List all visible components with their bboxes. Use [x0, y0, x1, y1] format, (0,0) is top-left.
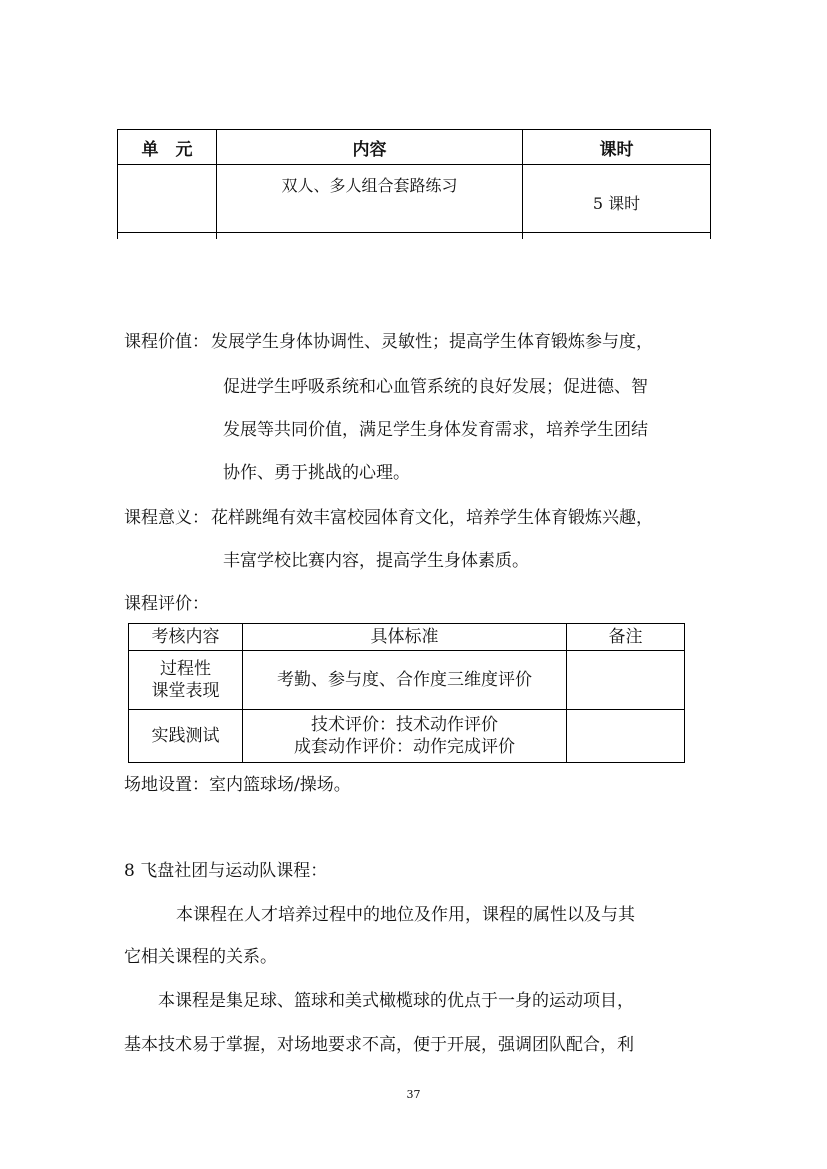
eval-cell-standard	[243, 710, 567, 763]
eval-cell-item	[129, 710, 243, 763]
course-value-line-4: 协作、勇于挑战的心理。	[223, 463, 410, 483]
course-value-label: 课程价值：	[124, 332, 209, 352]
course-value-line-1: 发展学生身体协调性、灵敏性；提高学生体育锻炼参与度，	[211, 332, 653, 352]
section8-para1-line-2: 它相关课程的关系。	[124, 947, 277, 967]
section8-title: 8 飞盘社团与运动队课程：	[124, 861, 328, 881]
eval-standard-line: 考勤、参与度、合作度三维度评价	[277, 670, 532, 690]
unit-header-content: 内容	[217, 130, 523, 165]
eval-cell-standard	[243, 651, 567, 710]
course-value-line-3: 发展等共同价值，满足学生身体发育需求，培养学生团结	[223, 420, 648, 440]
course-meaning-line-2: 丰富学校比赛内容，提高学生身体素质。	[223, 551, 529, 571]
section8-para2-line-1: 本课程是集足球、篮球和美式橄榄球的优点于一身的运动项目，	[158, 991, 634, 1011]
unit-cell-content: 双人、多人组合套路练习	[217, 165, 523, 240]
eval-table	[128, 623, 685, 763]
course-meaning-line-1: 花样跳绳有效丰富校园体育文化，培养学生体育锻炼兴趣，	[211, 508, 653, 528]
eval-item-line: 课堂表现	[151, 681, 220, 701]
eval-table-row	[129, 710, 685, 763]
eval-item-line: 过程性	[160, 659, 211, 679]
section8-para2-line-2: 基本技术易于掌握，对场地要求不高，便于开展，强调团队配合，利	[124, 1035, 634, 1055]
eval-header-note: 备注	[567, 624, 685, 651]
unit-table-bottom-rule	[117, 232, 711, 233]
course-value-line-2: 促进学生呼吸系统和心血管系统的良好发展；促进德、智	[223, 377, 648, 397]
unit-table	[117, 129, 711, 239]
section8-para1-line-1: 本课程在人才培养过程中的地位及作用，课程的属性以及与其	[176, 905, 635, 925]
eval-table-header-row	[129, 624, 685, 651]
venue-text: 场地设置：室内篮球场/操场。	[124, 775, 351, 795]
eval-standard-line: 成套动作评价：动作完成评价	[294, 737, 515, 757]
unit-table-row	[118, 165, 711, 240]
eval-cell-item	[129, 651, 243, 710]
unit-cell-hours: 5 课时	[523, 165, 711, 240]
eval-cell-note	[567, 651, 685, 710]
eval-table-row	[129, 651, 685, 710]
unit-table-header-row	[118, 130, 711, 165]
eval-item-line: 实践测试	[151, 726, 220, 746]
unit-header-hours: 课时	[523, 130, 711, 165]
eval-header-item: 考核内容	[129, 624, 243, 651]
page-number: 37	[406, 1088, 421, 1101]
unit-header-unit: 单 元	[118, 130, 217, 165]
eval-header-standard: 具体标准	[243, 624, 567, 651]
eval-cell-note	[567, 710, 685, 763]
course-eval-label: 课程评价：	[124, 594, 209, 614]
course-meaning-label: 课程意义：	[124, 508, 209, 528]
eval-standard-line: 技术评价：技术动作评价	[311, 715, 498, 735]
unit-cell-unit	[118, 165, 217, 240]
